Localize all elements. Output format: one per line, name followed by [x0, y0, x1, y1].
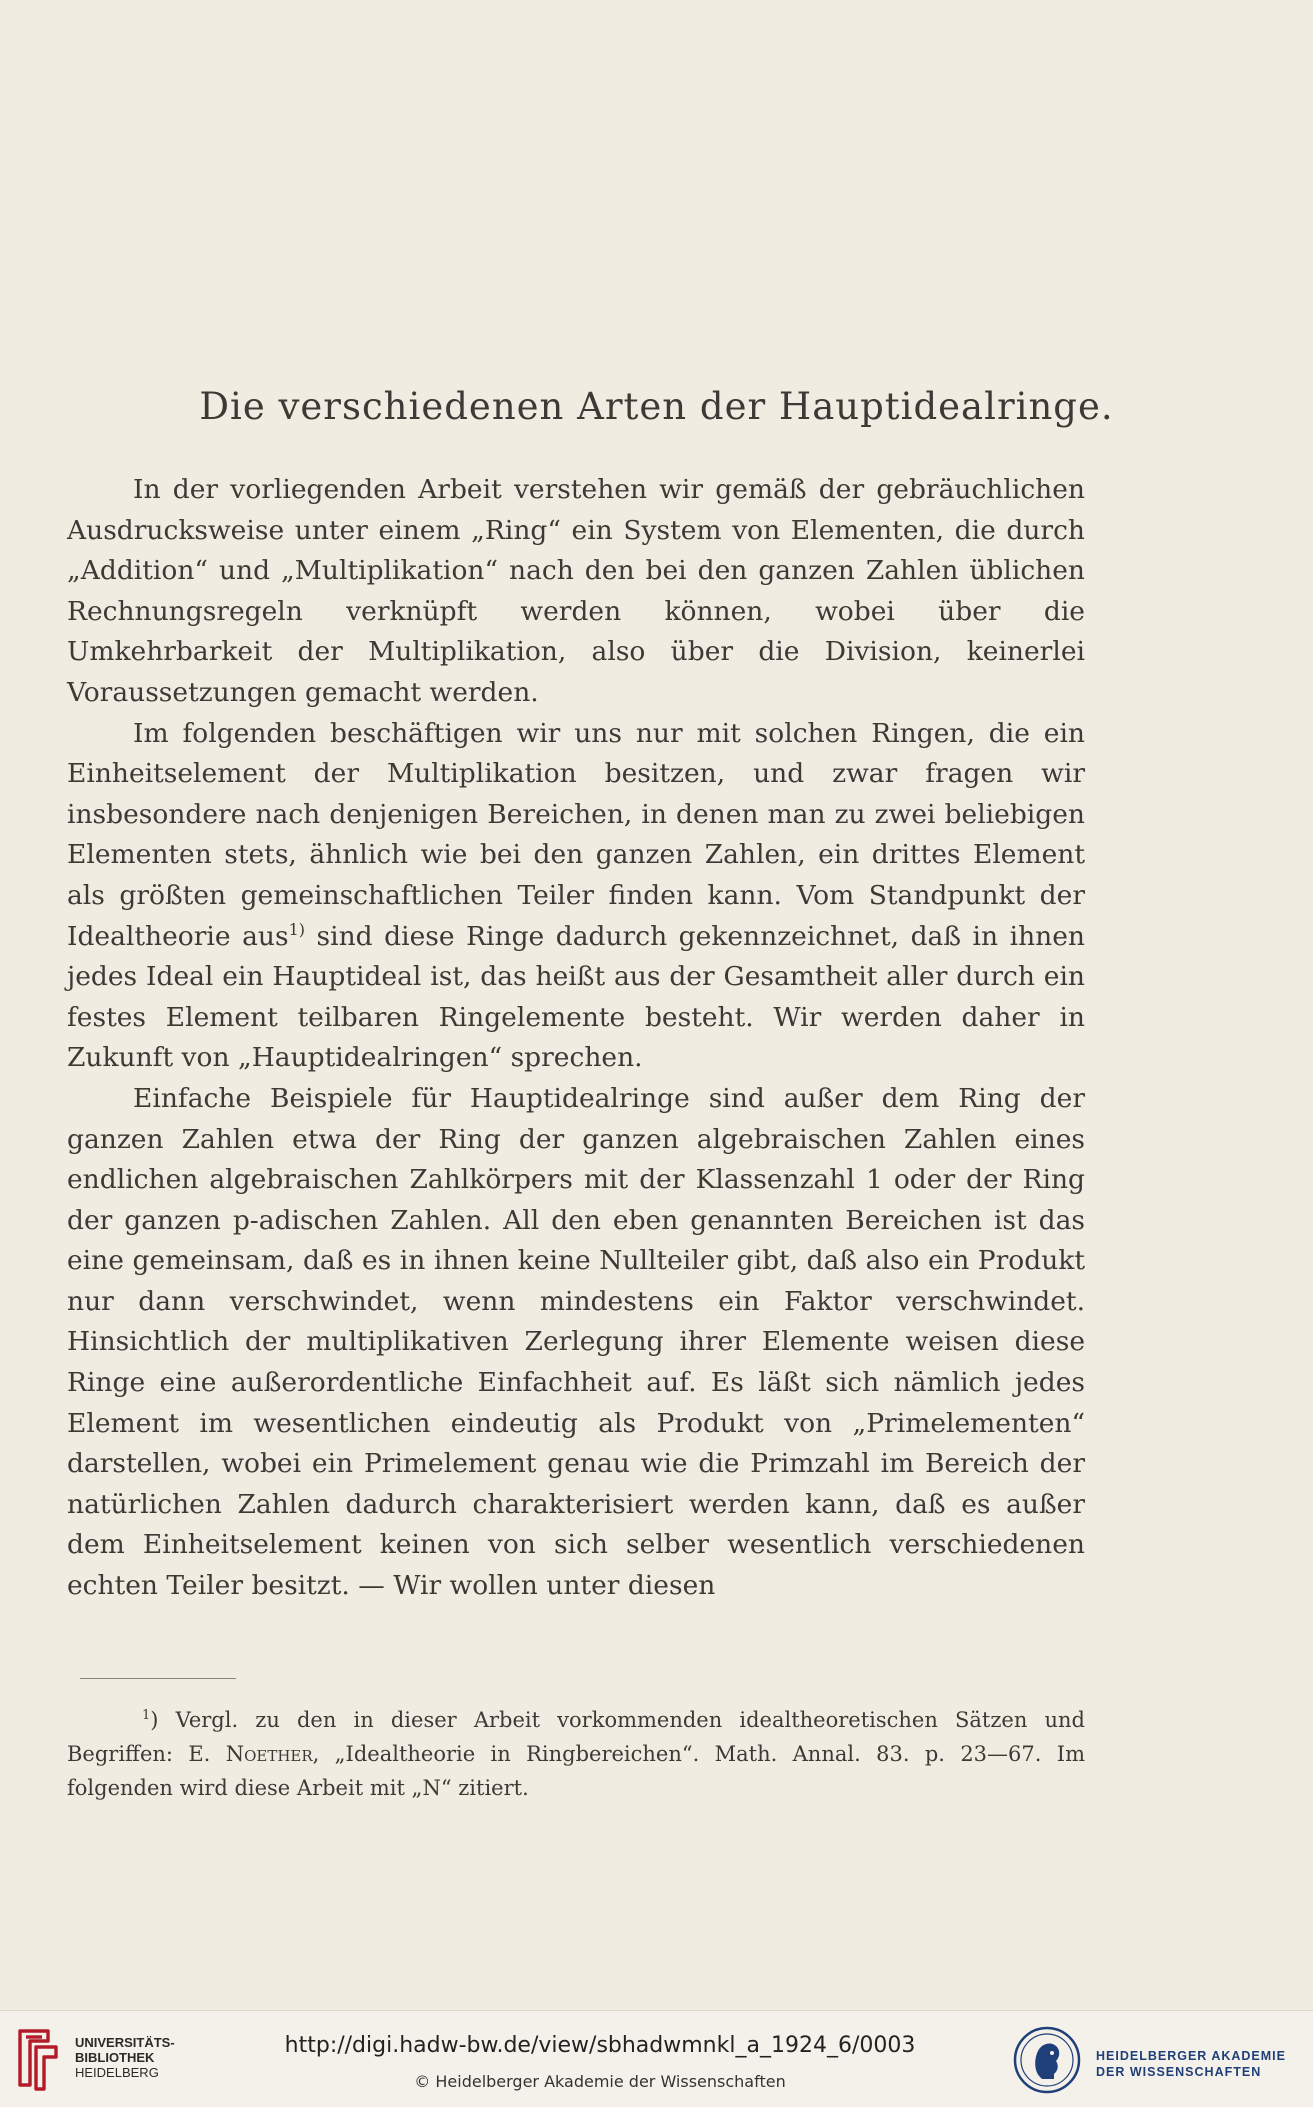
footnote-divider [80, 1678, 236, 1679]
footnote-text [67, 1699, 1085, 1805]
footnote-author: Noether [225, 1742, 313, 1766]
ub-heidelberg-name [75, 2035, 175, 2080]
footnote-text-a: ) Vergl. zu den in dieser Arbeit vorkommenden idealtheoretischen Sätzen und Begriffen: E. [67, 1708, 1085, 1766]
ub-line-2: BIBLIOTHEK [75, 2050, 155, 2065]
paragraph-2-text-b: sind diese Ringe dadurch gekennzeichnet, daß in ihnen jedes Ideal ein Hauptideal ist, das heißt aus der Gesamtheit aller durch ein festes Element teilbaren Ringelemente besteht. Wir werden daher in Zukunft von „Hauptidealringen“ sprechen. [67, 920, 1085, 1074]
footnote [67, 1699, 1085, 1805]
copyright-notice: © Heidelberger Akademie der Wissenschaften [414, 2072, 786, 2091]
footnote-reference: 1) [288, 919, 305, 939]
footnote-mark: 1 [142, 1708, 151, 1723]
paragraph-2-text-a: Im folgenden beschäftigen wir uns nur mit solchen Ringen, die ein Einheitselement der Multiplikation besitzen, und zwar fragen wir insbesondere nach denjenigen Bereichen, in denen man zu zwei beliebigen Elementen stets, ähnlich wie bei den ganzen Zahlen, ein drittes Element als größten gemeinschaftlichen Teiler finden kann. Vom Standpunkt der Idealtheorie aus [67, 717, 1085, 952]
footnote-text-b: , „Idealtheorie in Ringbereichen“. Math. Annal. 83. p. 23—67. Im folgenden wird diese Arbeit mit „N“ zitiert. [67, 1742, 1085, 1800]
ub-line-3: HEIDELBERG [75, 2065, 159, 2080]
academy-seal-icon[interactable] [1012, 2025, 1082, 2095]
paragraph-1: In der vorliegenden Arbeit verstehen wir gemäß der gebräuchlichen Ausdrucksweise unter einem „Ring“ ein System von Elementen, die durch „Addition“ und „Multiplikation“ nach den bei den ganzen Zahlen üblichen Rechnungsregeln verknüpft werden können, wobei über die Umkehrbarkeit der Multiplikation, also über die Division, keinerlei Voraussetzungen gemacht werden. [67, 474, 1085, 708]
paragraph-3: Einfache Beispiele für Hauptidealringe sind außer dem Ring der ganzen Zahlen etwa der Ring der ganzen algebraischen Zahlen eines endlichen algebraischen Zahlkörpers mit der Klassenzahl 1 oder der Ring der ganzen p-adischen Zahlen. All den eben genannten Bereichen ist das eine gemeinsam, daß es in ihnen keine Nullteiler gibt, daß also ein Produkt nur dann verschwindet, wenn mindestens ein Faktor verschwindet. Hinsichtlich der multiplikativen Zerlegung ihrer Elemente weisen diese Ringe eine außerordentliche Einfachheit auf. Es läßt sich nämlich jedes Element im wesentlichen eindeutig als Produkt von „Primelementen“ darstellen, wobei ein Primelement genau wie die Primzahl im Bereich der natürlichen Zahlen dadurch charakterisiert werden kann, daß es außer dem Einheitselement keinen von sich selber wesentlich verschiedenen echten Teiler besitzt. — Wir wollen unter diesen [67, 1082, 1085, 1602]
body-text [67, 470, 1085, 1607]
page-title: Die verschiedenen Arten der Hauptidealringe. [199, 385, 1114, 428]
academy-line-1: HEIDELBERGER AKADEMIE [1096, 2049, 1286, 2063]
academy-name [1096, 2048, 1286, 2080]
ub-heidelberg-logo-icon[interactable] [14, 2023, 62, 2093]
ub-line-1: UNIVERSITÄTS- [75, 2035, 175, 2050]
paragraph-2 [67, 714, 1085, 1079]
viewer-footer [0, 2010, 1313, 2107]
academy-line-2: DER WISSENSCHAFTEN [1096, 2065, 1262, 2079]
permalink-url[interactable]: http://digi.hadw-bw.de/view/sbhadwmnkl_a_1924_6/0003 [284, 2033, 916, 2058]
